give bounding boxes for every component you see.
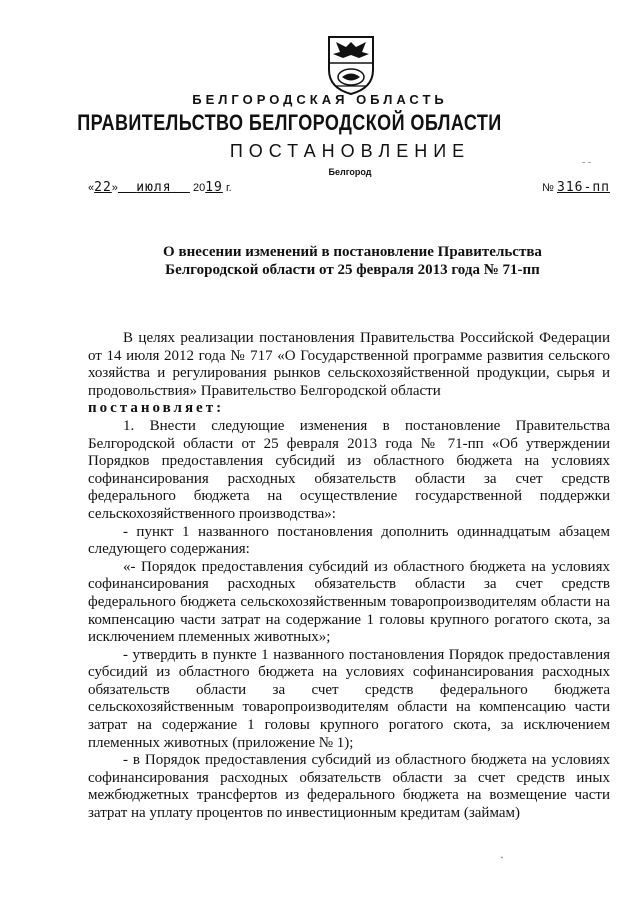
number-value: 316-пп — [557, 180, 610, 195]
date-month: июля — [136, 180, 172, 195]
preamble-paragraph: В целях реализации постановления Правительства Российской Федерации от 14 июля 2012 года № 717 «О Государственной программе развития сельского хозяйства и регулирования рынков сельскохозяйственной продукции, сырья и продовольствия» Правительство Белгородской области — [88, 330, 610, 399]
resolves-keyword: постановляет: — [88, 400, 225, 417]
scan-mark: - - — [582, 157, 592, 168]
number-label: № — [542, 182, 554, 194]
quote-1-paragraph: «- Порядок предоставления субсидий из областного бюджета на условиях софинансирования расходных обязательств области за счет средств федерального бюджета сельскохозяйственным товаропроизводителям области на компенсацию части затрат на содержание 1 головы крупного рогатого скота, за исключением племенных животных»; — [88, 558, 610, 646]
document-type: ПОСТАНОВЛЕНИЕ — [229, 141, 471, 161]
date-open-quote: « — [88, 182, 95, 194]
date-number-row — [88, 180, 610, 200]
subitem-3-paragraph: - в Порядок предоставления субсидий из областного бюджета на условиях софинансирования расходных обязательств области за счет средств иных межбюджетных трансфертов из федерального бюджета на возмещение части затрат на уплату процентов по инвестиционным кредитам (займам) — [88, 752, 610, 822]
date-year-unit: г. — [225, 182, 232, 194]
region-name: БЕЛГОРОДСКАЯ ОБЛАСТЬ — [192, 92, 448, 107]
item-1-paragraph: 1. Внести следующие изменения в постановление Правительства Белгородской области от 25 февраля 2013 года № 71-пп «Об утверждении Порядков предоставления субсидий из областного бюджета на условиях софинансирования расходных обязательств области за счет средств федерального бюджета на осуществление государственной поддержки сельскохозяйственного производства»: — [88, 417, 610, 522]
title-line-1: О внесении изменений в постановление Правительства — [163, 244, 542, 260]
date-day: 22 — [94, 180, 112, 195]
date-year: 19 — [205, 180, 223, 195]
document-date — [88, 180, 232, 195]
city-name: Белгород — [328, 167, 372, 177]
subitem-1-paragraph: - пункт 1 названного постановления дополнить одиннадцатым абзацем следующего содержания: — [88, 523, 610, 558]
title-line-2: Белгородской области от 25 февраля 2013 года № 71-пп — [165, 262, 540, 278]
coat-of-arms-emblem — [326, 34, 376, 96]
government-name: ПРАВИТЕЛЬСТВО БЕЛГОРОДСКОЙ ОБЛАСТИ — [77, 110, 502, 135]
document-title — [80, 243, 625, 279]
date-close-quote: » — [111, 182, 118, 194]
document-number — [542, 180, 610, 195]
date-year-prefix: 20 — [192, 182, 206, 194]
subitem-2-paragraph: - утвердить в пункте 1 названного постановления Порядок предоставления субсидий из областного бюджета на условиях софинансирования расходных обязательств области за счет средств федерального бюджета сельскохозяйственным товаропроизводителям области на компенсацию части затрат на содержание 1 головы крупного рогатого скота, за исключением племенных животных (приложение № 1); — [88, 646, 610, 751]
scan-mark-tick: ˎ — [500, 845, 504, 859]
document-body — [88, 330, 610, 823]
